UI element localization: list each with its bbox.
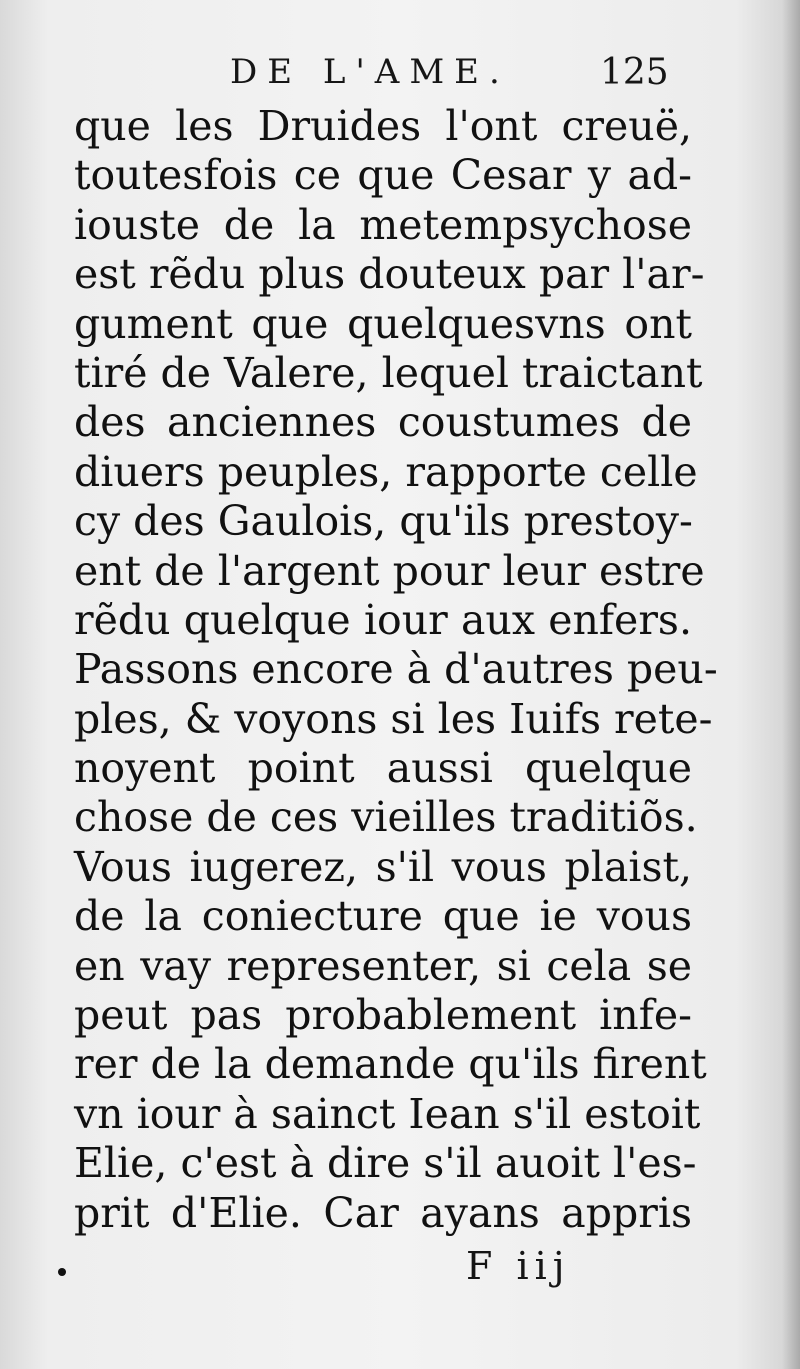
- running-head: DE L'AME.: [230, 52, 510, 92]
- signature-mark: F iij: [466, 1244, 571, 1288]
- ink-dot: [58, 1268, 66, 1276]
- text-line: Vous iugerez, s'il vous plaist,: [74, 842, 692, 891]
- text-line: noyent point aussi quelque: [74, 744, 692, 793]
- text-line: vn iour à sainct Iean s'il estoit: [74, 1089, 701, 1138]
- text-line: rer de la demande qu'ils firent: [74, 1040, 707, 1089]
- body-text: [74, 102, 718, 1238]
- text-line: ples, & voyons si les Iuifs rete-: [74, 694, 713, 743]
- text-line: peut pas probablement infe-: [74, 991, 692, 1040]
- text-line: prit d'Elie. Car ayans appris: [74, 1188, 692, 1237]
- text-line: gument que quelquesvns ont: [74, 299, 692, 348]
- text-line: rẽdu quelque iour aux enfers.: [74, 595, 692, 644]
- text-line: ent de l'argent pour leur estre: [74, 546, 705, 595]
- text-line: iouste de la metempsychose: [74, 200, 692, 249]
- text-line: que les Druides l'ont creuë,: [74, 102, 692, 150]
- text-line: en vay representer, si cela se: [74, 941, 692, 990]
- page-edge-shadow: [782, 0, 800, 1369]
- text-line: cy des Gaulois, qu'ils prestoy-: [74, 497, 693, 546]
- text-line: des anciennes coustumes de: [74, 398, 692, 447]
- text-line: toutesfois ce que Cesar y ad-: [74, 151, 692, 200]
- text-line: chose de ces vieilles traditiõs.: [74, 793, 698, 842]
- text-line: de la coniecture que ie vous: [74, 892, 692, 941]
- page-number: 125: [600, 52, 669, 93]
- text-line: diuers peuples, rapporte celle: [74, 447, 698, 496]
- text-line: Passons encore à d'autres peu-: [74, 645, 718, 694]
- text-line: est rẽdu plus douteux par l'ar-: [74, 250, 705, 299]
- text-line: Elie, c'est à dire s'il auoit l'es-: [74, 1139, 697, 1188]
- text-line: tiré de Valere, lequel traictant: [74, 348, 703, 397]
